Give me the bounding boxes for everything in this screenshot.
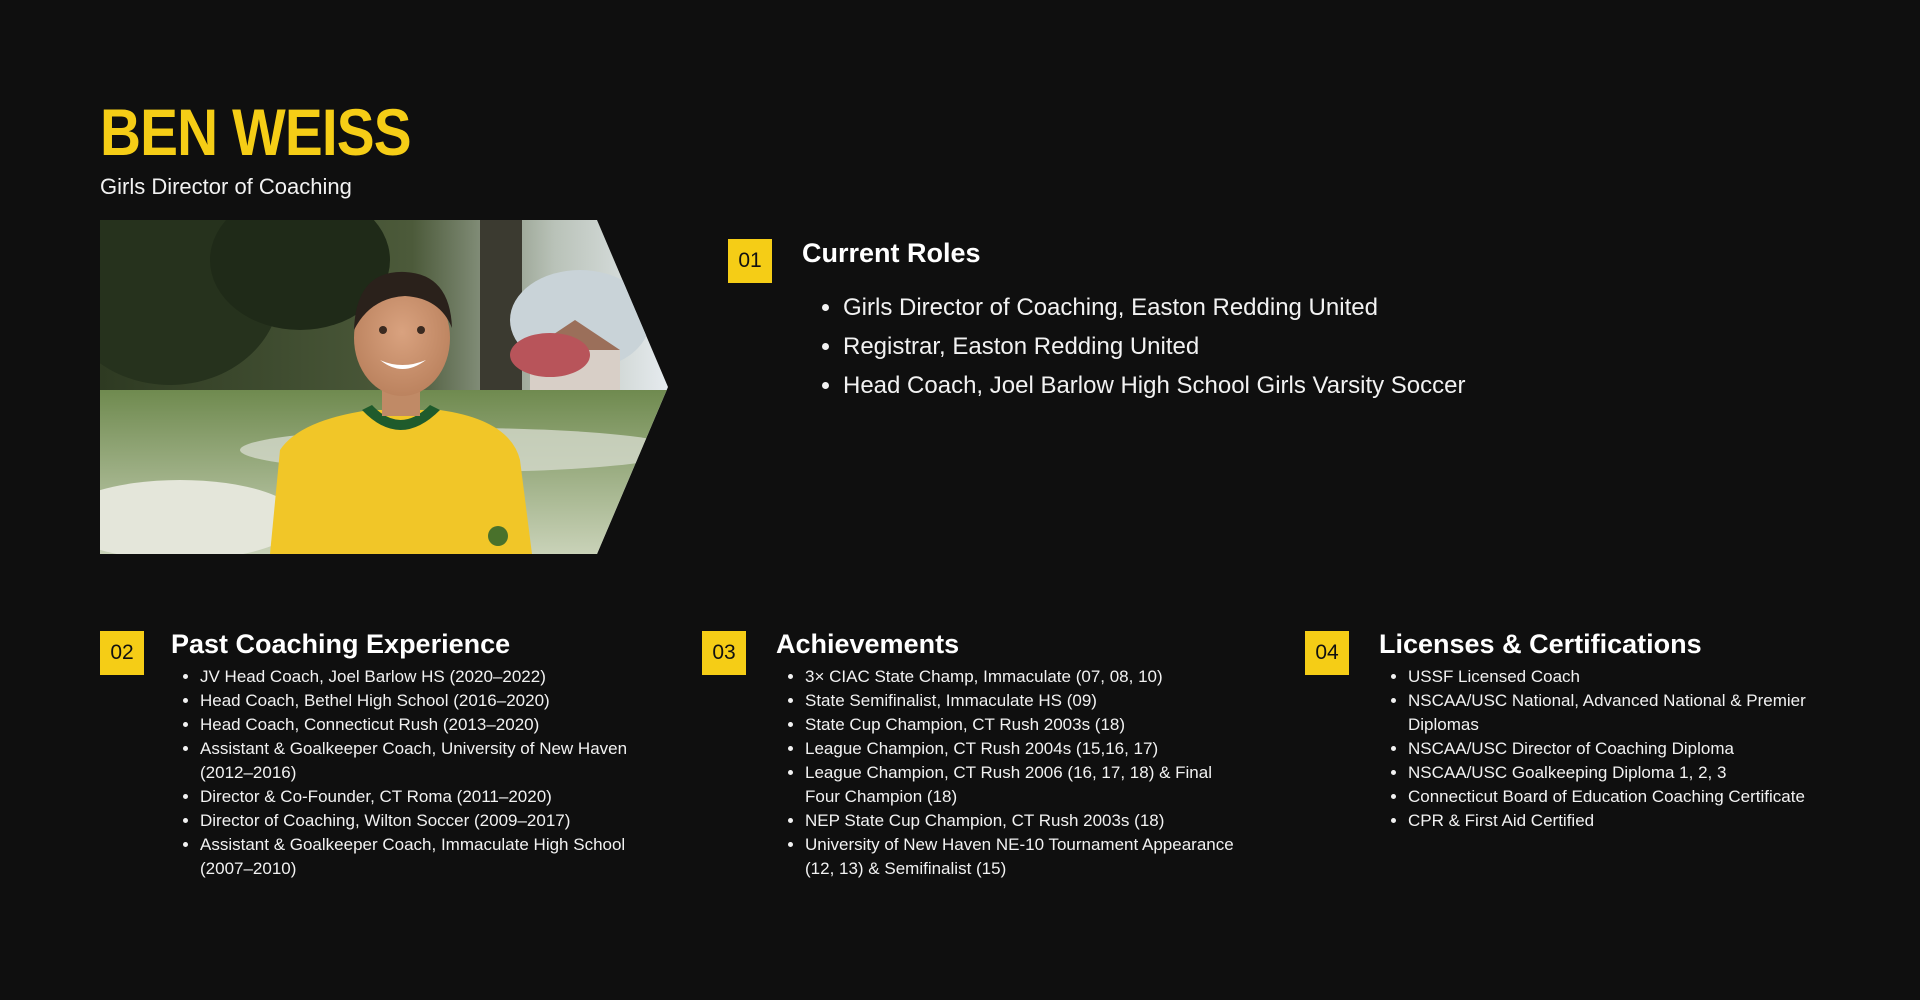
list-item: • 3× CIAC State Champ, Immaculate (07, 08, 10) [805,665,1235,689]
current-roles-number-badge: 01 [728,239,772,283]
achievements-number-badge: 03 [702,631,746,675]
list-item: • Assistant & Goalkeeper Coach, University of New Haven (2012–2016) [200,737,660,785]
list-item: • Head Coach, Connecticut Rush (2013–2020) [200,713,660,737]
list-item: • Director of Coaching, Wilton Soccer (2009–2017) [200,809,660,833]
list-item: • NEP State Cup Champion, CT Rush 2003s (18) [805,809,1235,833]
achievements-heading: Achievements [776,629,960,659]
list-item: • NSCAA/USC Director of Coaching Diploma [1408,737,1808,761]
list-item: • State Semifinalist, Immaculate HS (09) [805,689,1235,713]
list-item: • Director & Co-Founder, CT Roma (2011–2020) [200,785,660,809]
list-item: • State Cup Champion, CT Rush 2003s (18) [805,713,1235,737]
list-item: • CPR & First Aid Certified [1408,809,1808,833]
list-item: • JV Head Coach, Joel Barlow HS (2020–2022) [200,665,660,689]
list-item: • Connecticut Board of Education Coaching Certificate [1408,785,1808,809]
list-item: • Girls Director of Coaching, Easton Redding United [843,288,1743,327]
profile-photo [100,220,668,554]
list-item: • League Champion, CT Rush 2004s (15,16, 17) [805,737,1235,761]
current-roles-heading: Current Roles [802,238,981,268]
past-experience-list [170,665,660,881]
licenses-number-badge: 04 [1305,631,1349,675]
list-item: • NSCAA/USC National, Advanced National & Premier Diplomas [1408,689,1808,737]
list-item: • Assistant & Goalkeeper Coach, Immaculate High School (2007–2010) [200,833,660,881]
list-item: • Head Coach, Joel Barlow High School Girls Varsity Soccer [843,366,1743,405]
list-item: • USSF Licensed Coach [1408,665,1808,689]
licenses-heading: Licenses & Certifications [1379,629,1702,659]
list-item: • Registrar, Easton Redding United [843,327,1743,366]
list-item: • League Champion, CT Rush 2006 (16, 17, 18) & Final Four Champion (18) [805,761,1235,809]
profile-name: BEN WEISS [100,95,411,169]
list-item: • NSCAA/USC Goalkeeping Diploma 1, 2, 3 [1408,761,1808,785]
achievements-list [775,665,1235,881]
past-experience-number-badge: 02 [100,631,144,675]
past-experience-heading: Past Coaching Experience [171,629,511,659]
current-roles-list [813,288,1743,405]
list-item: • Head Coach, Bethel High School (2016–2020) [200,689,660,713]
profile-title: Girls Director of Coaching [100,174,352,199]
licenses-list [1378,665,1808,833]
list-item: • University of New Haven NE-10 Tournament Appearance (12, 13) & Semifinalist (15) [805,833,1235,881]
